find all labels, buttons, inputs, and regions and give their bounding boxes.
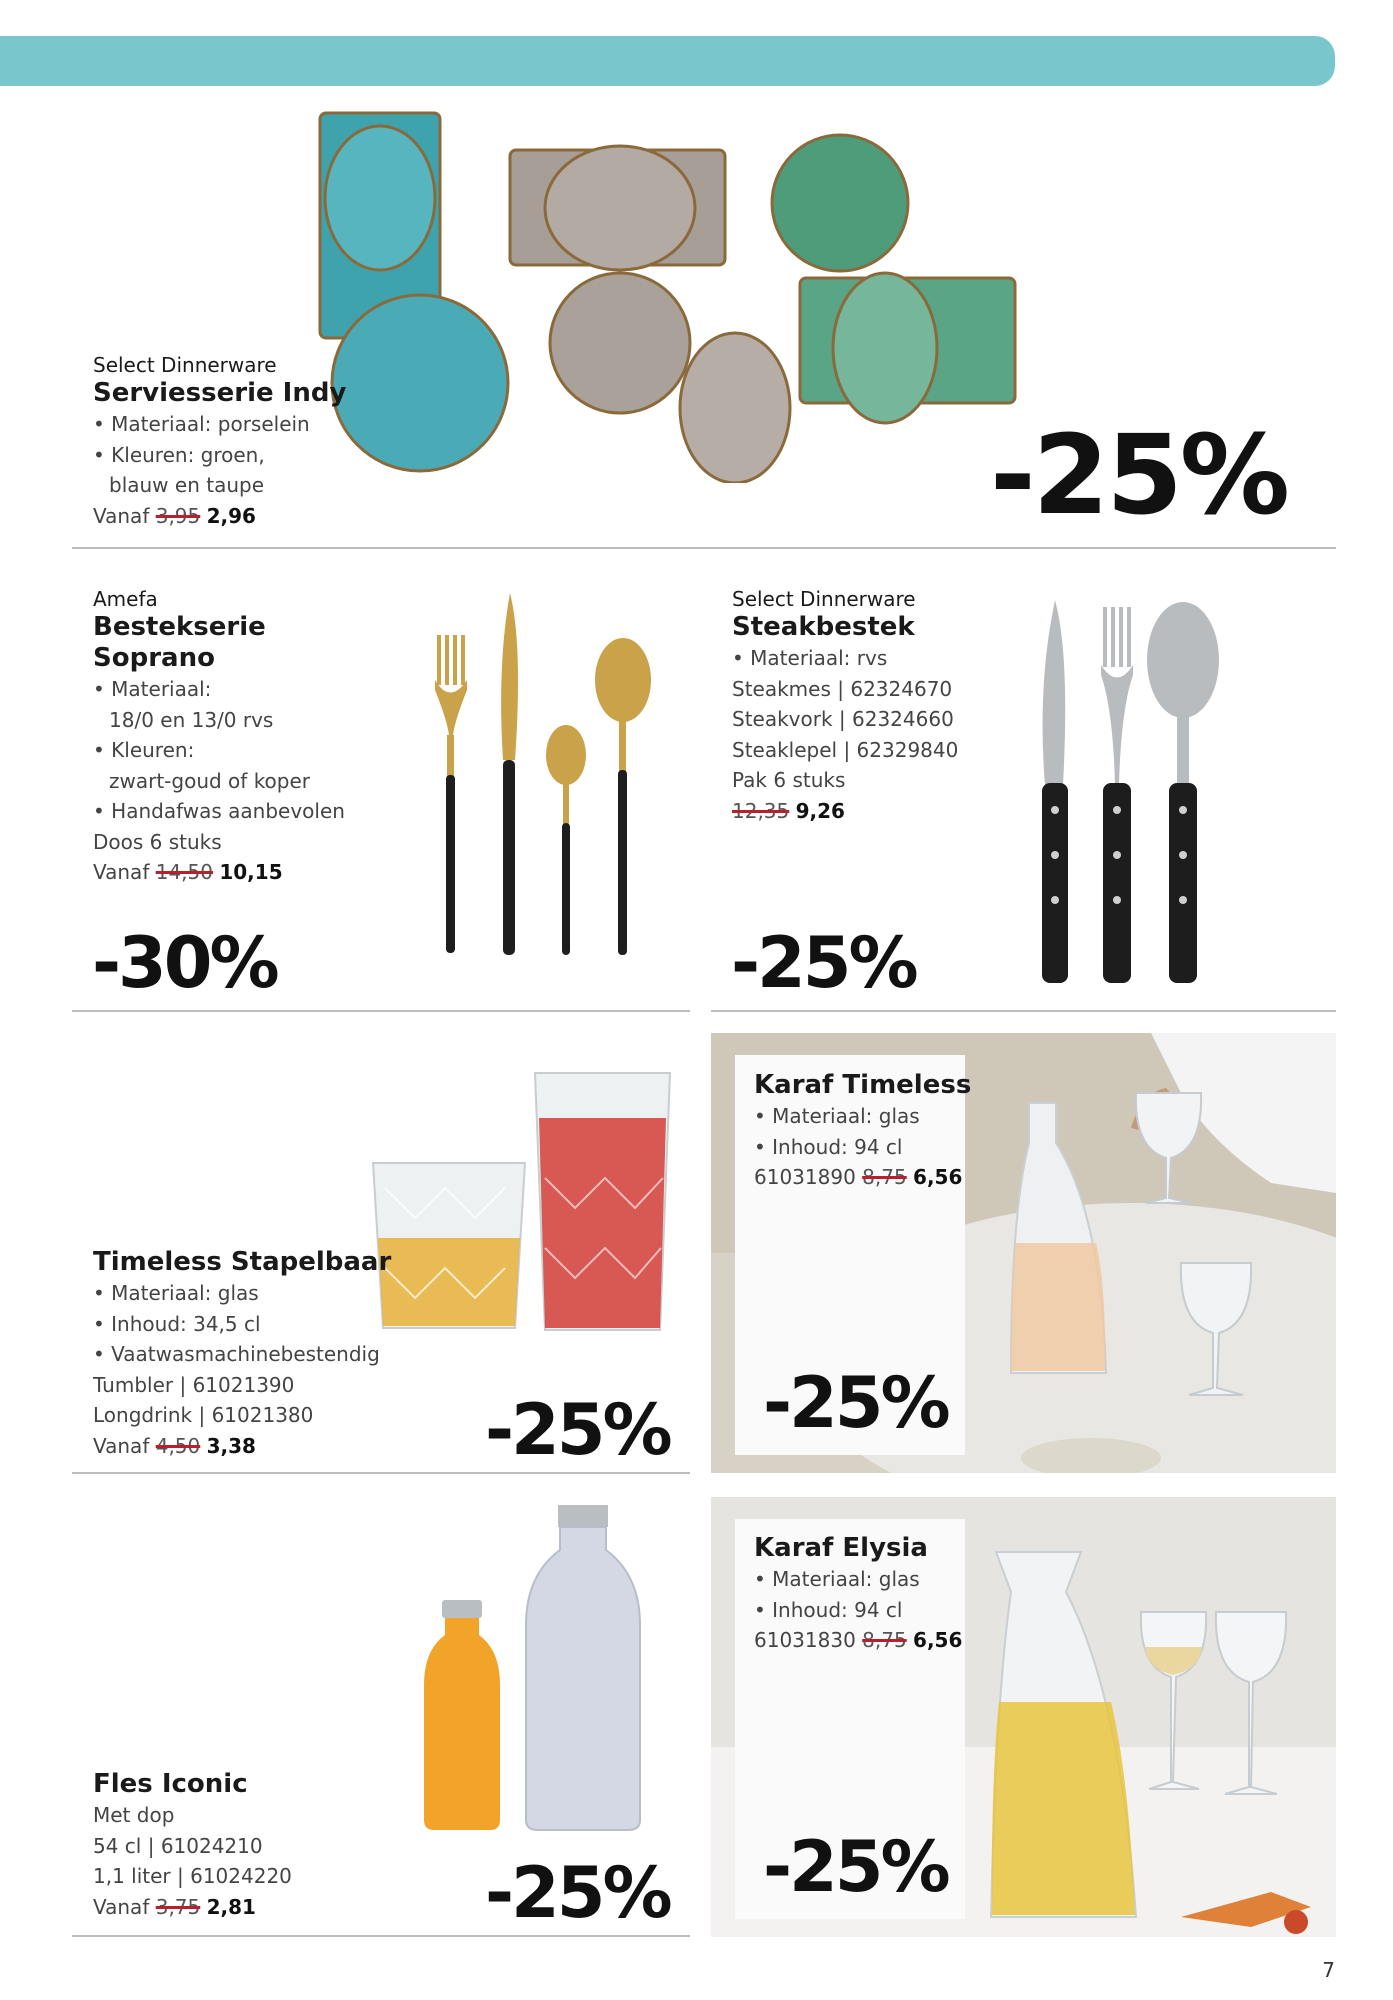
old-price: 12,35 — [732, 798, 790, 823]
discount-badge: -25% — [485, 1389, 670, 1471]
divider — [72, 547, 1336, 549]
bottles-image — [420, 1505, 645, 1835]
cutlery-image — [415, 585, 660, 980]
spec-line: zwart-goud of koper — [109, 768, 311, 793]
spec-line: • Kleuren: groen, — [93, 442, 265, 467]
spec-line: • Inhoud: 34,5 cl — [93, 1311, 261, 1336]
price-line — [754, 1162, 971, 1193]
spec-line: • Materiaal: — [93, 677, 212, 701]
price-line — [93, 501, 346, 532]
spec-line: Steakmes | 62324670 — [732, 676, 953, 701]
new-price: 6,56 — [913, 1628, 963, 1652]
price-line — [732, 796, 958, 827]
spec-line: Doos 6 stuks — [93, 829, 222, 854]
product-title: Bestekserie — [93, 612, 266, 642]
spec-line: • Materiaal: glas — [754, 1567, 920, 1591]
product-title: Soprano — [93, 643, 215, 673]
divider — [711, 1010, 1336, 1012]
glasses-image — [365, 1068, 675, 1338]
product-fles-iconic — [93, 1769, 292, 1922]
old-price: 3,95 — [155, 503, 201, 528]
product-title: Karaf Elysia — [754, 1533, 928, 1563]
divider — [72, 1935, 690, 1937]
product-title: Fles Iconic — [93, 1769, 248, 1799]
price-prefix: Vanaf — [93, 1894, 150, 1919]
product-indy — [93, 352, 346, 531]
product-title: Steakbestek — [732, 612, 915, 642]
new-price: 3,38 — [206, 1433, 256, 1458]
price-line — [754, 1625, 962, 1656]
spec-line: • Materiaal: porselein — [93, 412, 310, 436]
old-price: 4,50 — [155, 1433, 201, 1458]
divider — [72, 1010, 690, 1012]
price-prefix: Vanaf — [93, 1433, 150, 1458]
brand-label: Select Dinnerware — [732, 587, 916, 611]
price-line — [93, 857, 345, 888]
product-karaf-elysia — [754, 1533, 962, 1656]
discount-badge: -25% — [990, 411, 1287, 539]
discount-badge: -25% — [485, 1852, 670, 1934]
price-prefix: Vanaf — [93, 860, 150, 884]
spec-line: • Materiaal: glas — [93, 1281, 259, 1305]
header-bar — [0, 36, 1335, 86]
old-price: 8,75 — [862, 1628, 907, 1652]
price-line — [93, 1431, 391, 1462]
spec-line: 1,1 liter | 61024220 — [93, 1864, 292, 1888]
discount-badge: -25% — [763, 1826, 948, 1908]
spec-line: Steakvork | 62324660 — [732, 707, 954, 731]
product-steakbestek — [732, 586, 958, 826]
product-title: Serviesserie Indy — [93, 378, 347, 408]
spec-line: Tumbler | 61021390 — [93, 1372, 295, 1397]
old-price: 3,75 — [155, 1894, 201, 1919]
product-title: Timeless Stapelbaar — [93, 1247, 392, 1277]
spec-line: 18/0 en 13/0 rvs — [109, 707, 274, 732]
spec-line: • Kleuren: — [93, 738, 195, 762]
product-timeless-stapelbaar — [93, 1247, 391, 1461]
spec-line: • Materiaal: rvs — [732, 646, 888, 670]
spec-line: • Vaatwasmachinebestendig — [93, 1342, 380, 1366]
steak-cutlery-image — [1015, 595, 1230, 990]
new-price: 6,56 — [913, 1165, 963, 1189]
spec-line: Pak 6 stuks — [732, 768, 846, 792]
new-price: 10,15 — [219, 860, 283, 884]
spec-line: • Handafwas aanbevolen — [93, 799, 345, 823]
product-title: Karaf Timeless — [754, 1070, 972, 1100]
discount-badge: -30% — [92, 922, 277, 1004]
discount-badge: -25% — [731, 922, 916, 1004]
dinnerware-image — [310, 108, 1030, 483]
brand-label: Amefa — [93, 587, 158, 611]
new-price: 2,96 — [206, 503, 256, 528]
spec-line: Longdrink | 61021380 — [93, 1403, 314, 1427]
new-price: 9,26 — [795, 798, 845, 823]
spec-line: • Inhoud: 94 cl — [754, 1597, 903, 1622]
spec-line: • Materiaal: glas — [754, 1104, 920, 1128]
brand-label: Select Dinnerware — [93, 353, 277, 377]
old-price: 14,50 — [155, 860, 213, 884]
spec-line: • Inhoud: 94 cl — [754, 1134, 903, 1159]
spec-line: blauw en taupe — [109, 473, 265, 497]
price-line — [93, 1892, 292, 1923]
discount-badge: -25% — [763, 1362, 948, 1444]
product-karaf-timeless — [754, 1070, 971, 1193]
spec-line: Steaklepel | 62329840 — [732, 737, 959, 762]
price-prefix: 61031830 — [754, 1628, 856, 1652]
product-soprano — [93, 586, 345, 888]
old-price: 8,75 — [862, 1165, 907, 1189]
spec-line: Met dop — [93, 1803, 175, 1827]
divider — [72, 1472, 690, 1474]
price-prefix: 61031890 — [754, 1165, 856, 1189]
new-price: 2,81 — [206, 1894, 256, 1919]
spec-line: 54 cl | 61024210 — [93, 1833, 263, 1858]
page-number: 7 — [1322, 1958, 1335, 1982]
price-prefix: Vanaf — [93, 503, 150, 528]
